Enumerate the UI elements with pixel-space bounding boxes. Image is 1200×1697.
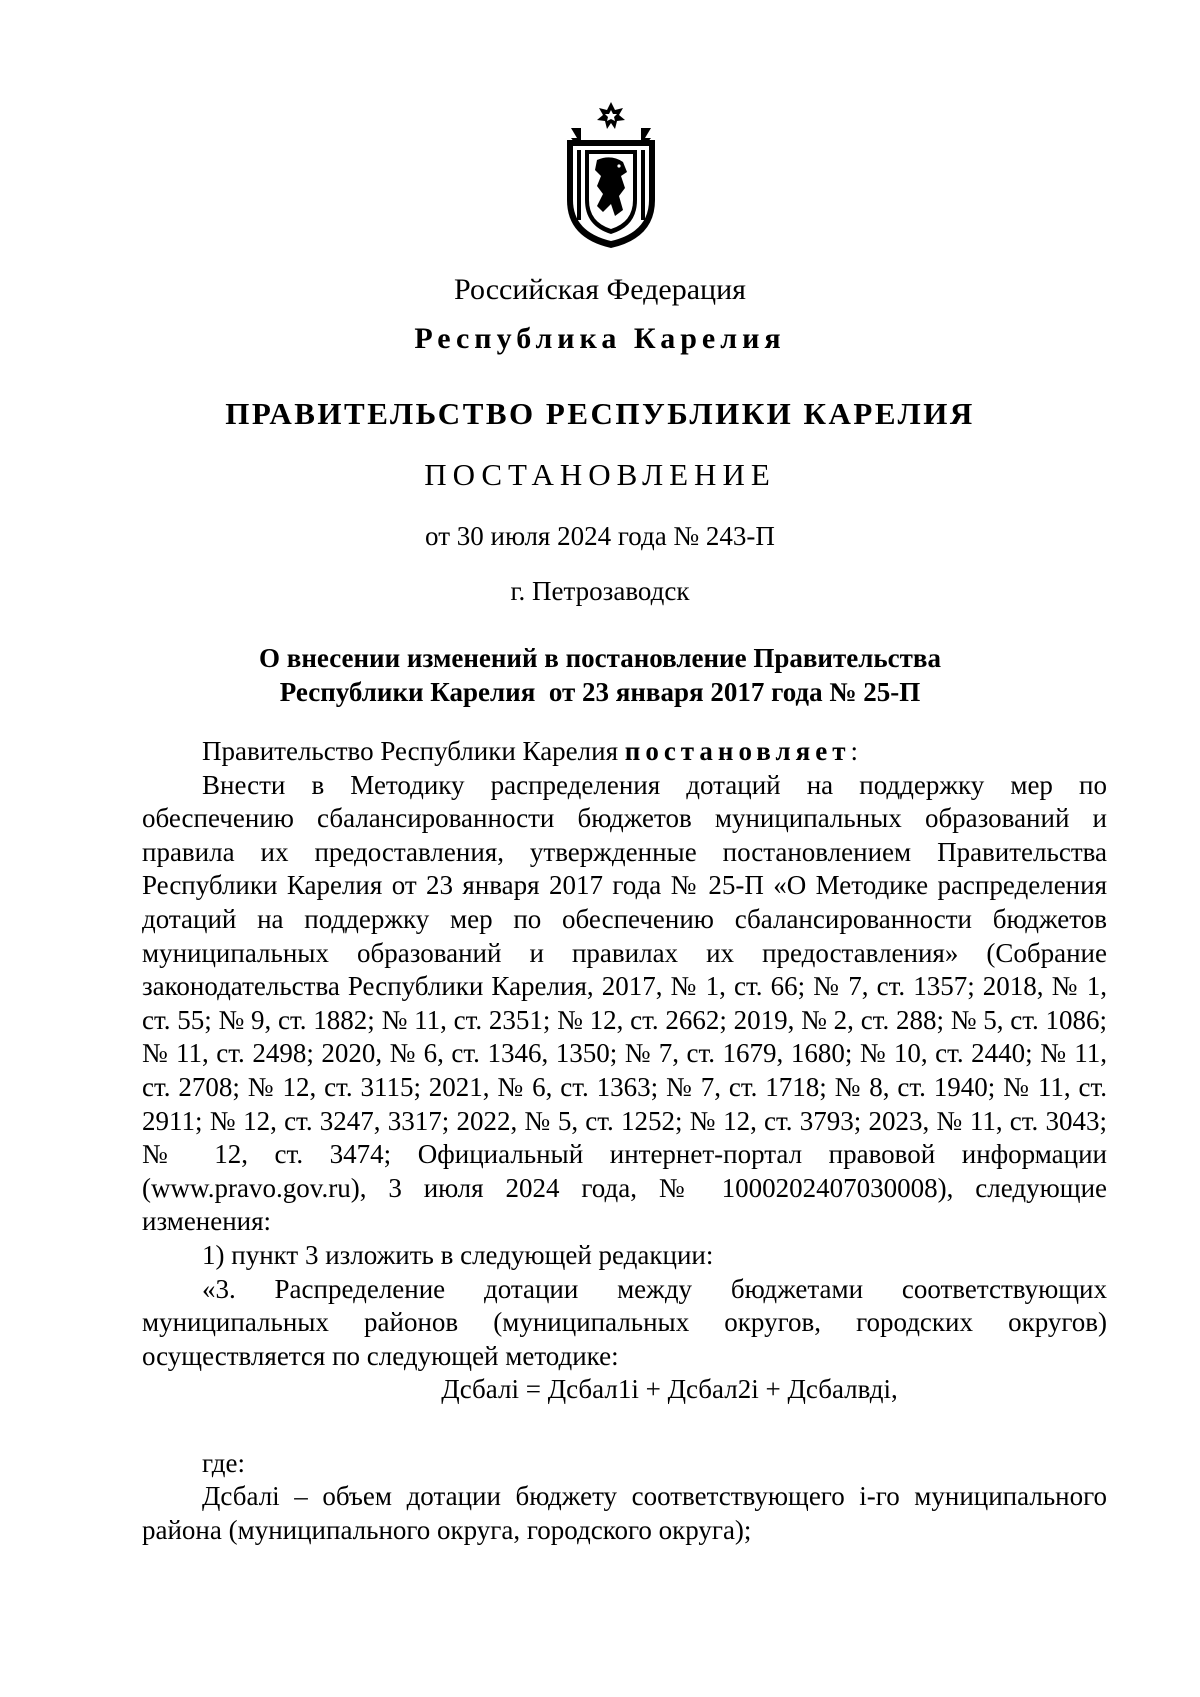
- document-type: ПОСТАНОВЛЕНИЕ: [424, 457, 776, 492]
- decree-keyword: постановляет: [624, 736, 851, 766]
- republic-name: Республика Карелия: [414, 322, 786, 355]
- item-1-text: «3. Распределение дотации между бюджетами соответствующих муниципальных районов (муниципальных округов, городских округов) осуществляется по следующей методике:: [142, 1273, 1107, 1371]
- document-city: г. Петрозаводск: [510, 576, 690, 606]
- decree-intro: [142, 735, 1107, 769]
- government-name: ПРАВИТЕЛЬСТВО РЕСПУБЛИКИ КАРЕЛИЯ: [225, 396, 975, 431]
- decree-intro-text: Правительство Республики Карелия: [202, 736, 625, 766]
- where-label: где:: [202, 1447, 245, 1478]
- document-date-number: от 30 июля 2024 года № 243-П: [425, 521, 775, 551]
- document-body: [142, 735, 1107, 1548]
- definition-paragraph: Дсбалi – объем дотации бюджету соответствующего i-го муниципального района (муниципального округа, городского округа);: [142, 1481, 1107, 1546]
- item-1: 1) пункт 3 изложить в следующей редакции:: [202, 1239, 714, 1270]
- subject-line-2: Республики Карелия от 23 января 2017 года № 25-П: [279, 677, 921, 707]
- main-paragraph: Внести в Методику распределения дотаций на поддержку мер по обеспечению сбалансированности бюджетов муниципальных образований и правила их предоставления, утвержденные постановлением Правительства Республики Карелия от 23 января 2017 года № 25-П «О Методике распределения дотаций на поддержку мер по обеспечению сбалансированности бюджетов муниципальных образований и правилах их предоставления» (Собрание законодательства Республики Карелия, 2017, № 1, ст. 66; № 7, ст. 1357; 2018, № 1, ст. 55; № 9, ст. 1882; № 11, ст. 2351; № 12, ст. 2662; 2019, № 2, ст. 288; № 5, ст. 1086; № 11, ст. 2498; 2020, № 6, ст. 1346, 1350; № 7, ст. 1679, 1680; № 10, ст. 2440; № 11, ст. 2708; № 12, ст. 3115; 2021, № 6, ст. 1363; № 7, ст. 1718; № 8, ст. 1940; № 11, ст. 2911; № 12, ст. 3247, 3317; 2022, № 5, ст. 1252; № 12, ст. 3793; 2023, № 11, ст. 3043; № 12, ст. 3474; Официальный интернет-портал правовой информации (www.pravo.gov.ru), 3 июля 2024 года, № 1000202407030008), следующие изменения:: [142, 769, 1107, 1237]
- formula: Дсбалi = Дсбал1i + Дсбал2i + Дсбалвдi,: [441, 1374, 898, 1405]
- subject-line-1: О внесении изменений в постановление Правительства: [259, 643, 941, 673]
- document-subject: [0, 641, 1200, 709]
- decree-intro-colon: :: [850, 736, 859, 766]
- country-name: Российская Федерация: [454, 273, 746, 306]
- karelia-coat-of-arms-icon: [563, 100, 659, 250]
